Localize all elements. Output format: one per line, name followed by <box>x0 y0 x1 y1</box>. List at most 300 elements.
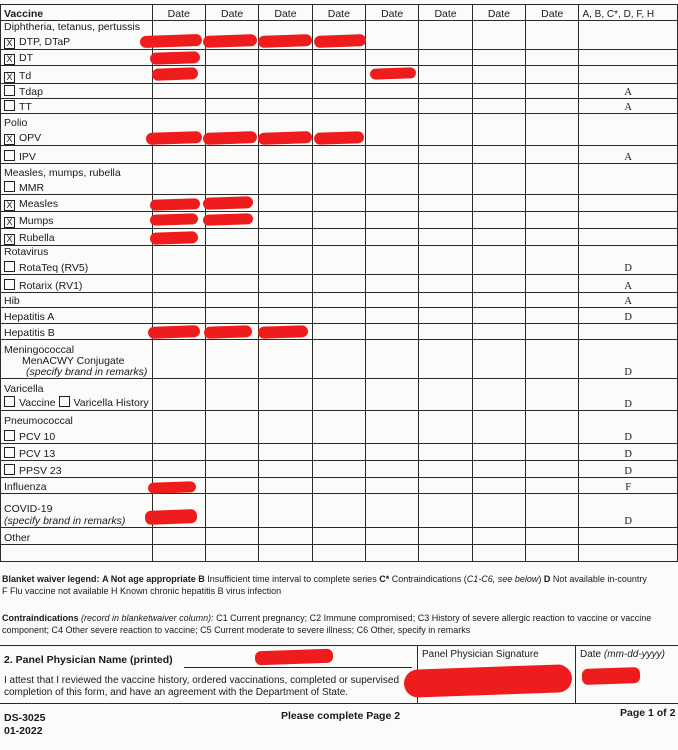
table-row <box>1 83 678 98</box>
date-cell[interactable] <box>366 113 419 129</box>
date-cell[interactable] <box>152 98 205 113</box>
date-cell[interactable] <box>472 21 525 34</box>
date-cell[interactable] <box>152 411 205 427</box>
date-cell[interactable] <box>205 228 258 245</box>
date-cell[interactable] <box>312 494 365 528</box>
date-cell[interactable] <box>366 179 419 194</box>
date-cell[interactable] <box>259 65 312 83</box>
date-cell[interactable] <box>205 163 258 179</box>
date-cell[interactable] <box>526 340 579 379</box>
redaction-mark <box>203 213 253 226</box>
date-cell[interactable] <box>366 478 419 494</box>
date-cell[interactable] <box>259 545 312 562</box>
date-cell[interactable] <box>205 411 258 427</box>
date-cell[interactable] <box>205 245 258 258</box>
date-cell[interactable] <box>259 113 312 129</box>
blanket-waiver-cell[interactable] <box>579 228 678 245</box>
date-cell[interactable] <box>366 49 419 65</box>
date-cell[interactable] <box>312 293 365 308</box>
date-cell[interactable] <box>152 245 205 258</box>
date-cell[interactable] <box>526 65 579 83</box>
date-cell[interactable] <box>312 461 365 478</box>
date-cell[interactable] <box>205 21 258 34</box>
date-cell[interactable] <box>366 275 419 293</box>
date-cell[interactable] <box>472 113 525 129</box>
date-cell[interactable] <box>472 245 525 258</box>
date-cell[interactable] <box>419 21 472 34</box>
date-cell[interactable] <box>259 444 312 461</box>
date-cell[interactable] <box>312 444 365 461</box>
date-cell[interactable] <box>259 194 312 211</box>
date-cell[interactable] <box>259 211 312 228</box>
date-cell[interactable] <box>419 33 472 49</box>
date-cell[interactable] <box>152 83 205 98</box>
date-cell[interactable] <box>312 179 365 194</box>
date-cell[interactable] <box>366 211 419 228</box>
vaccine-name-cell: RotaTeq (RV5) <box>1 258 153 275</box>
date-cell[interactable] <box>366 411 419 427</box>
blanket-waiver-cell[interactable]: D <box>579 427 678 444</box>
blanket-waiver-cell[interactable] <box>579 163 678 179</box>
date-cell[interactable] <box>366 129 419 145</box>
date-cell[interactable] <box>472 444 525 461</box>
date-cell[interactable] <box>419 98 472 113</box>
date-cell[interactable] <box>312 83 365 98</box>
date-cell[interactable] <box>526 528 579 545</box>
date-cell[interactable] <box>366 21 419 34</box>
date-cell[interactable] <box>419 65 472 83</box>
date-cell[interactable] <box>259 179 312 194</box>
date-cell[interactable] <box>366 83 419 98</box>
table-row <box>1 444 678 461</box>
vaccine-name-cell: IPV <box>1 145 153 163</box>
blanket-waiver-cell[interactable]: A <box>579 145 678 163</box>
date-cell[interactable] <box>472 33 525 49</box>
date-cell[interactable] <box>259 275 312 293</box>
date-cell[interactable] <box>419 163 472 179</box>
date-cell[interactable] <box>366 33 419 49</box>
date-cell[interactable] <box>472 83 525 98</box>
date-cell[interactable] <box>312 21 365 34</box>
date-cell[interactable] <box>259 258 312 275</box>
blanket-waiver-cell[interactable]: F <box>579 478 678 494</box>
date-cell[interactable] <box>312 545 365 562</box>
date-cell[interactable] <box>419 245 472 258</box>
date-cell[interactable] <box>312 98 365 113</box>
date-cell[interactable] <box>312 194 365 211</box>
date-cell[interactable] <box>366 461 419 478</box>
date-cell[interactable] <box>366 293 419 308</box>
redaction-mark <box>258 131 312 145</box>
blanket-waiver-cell[interactable] <box>579 21 678 34</box>
redaction-mark <box>150 231 198 245</box>
vaccine-name-cell: COVID-19 (specify brand in remarks) <box>1 494 153 528</box>
vaccine-checkbox[interactable] <box>4 181 15 192</box>
blanket-waiver-cell[interactable] <box>579 33 678 49</box>
date-cell[interactable] <box>579 545 678 562</box>
date-cell[interactable] <box>312 245 365 258</box>
date-cell[interactable] <box>472 494 525 528</box>
date-cell[interactable] <box>472 179 525 194</box>
date-cell[interactable] <box>205 83 258 98</box>
date-cell[interactable] <box>419 228 472 245</box>
date-cell[interactable] <box>526 324 579 340</box>
date-cell[interactable] <box>366 494 419 528</box>
date-cell[interactable] <box>205 461 258 478</box>
date-cell[interactable] <box>366 98 419 113</box>
date-cell[interactable] <box>259 245 312 258</box>
date-cell[interactable] <box>526 21 579 34</box>
date-cell[interactable] <box>366 324 419 340</box>
redaction-mark <box>204 325 252 339</box>
blanket-waiver-cell[interactable]: A <box>579 83 678 98</box>
blanket-waiver-cell[interactable] <box>579 245 678 258</box>
date-cell[interactable] <box>312 163 365 179</box>
date-cell[interactable] <box>312 258 365 275</box>
date-cell[interactable] <box>205 528 258 545</box>
date-cell[interactable] <box>472 411 525 427</box>
date-cell[interactable] <box>205 494 258 528</box>
vaccine-checkbox[interactable] <box>4 279 15 290</box>
blanket-waiver-cell[interactable] <box>579 129 678 145</box>
date-cell[interactable] <box>366 528 419 545</box>
date-cell[interactable] <box>472 258 525 275</box>
vaccine-checkbox[interactable] <box>4 100 15 111</box>
table-row <box>1 49 678 65</box>
date-cell[interactable] <box>312 427 365 444</box>
date-label: Date (mm-dd-yyyy) <box>580 649 666 660</box>
blanket-waiver-cell[interactable] <box>579 324 678 340</box>
blanket-waiver-cell[interactable]: A <box>579 98 678 113</box>
blanket-waiver-cell[interactable]: D <box>579 494 678 528</box>
date-cell[interactable] <box>366 379 419 411</box>
date-cell[interactable] <box>152 308 205 324</box>
vaccine-name-cell: Other <box>1 528 153 545</box>
date-cell[interactable] <box>419 461 472 478</box>
date-cell[interactable] <box>526 228 579 245</box>
date-cell[interactable] <box>419 379 472 411</box>
date-cell[interactable] <box>472 49 525 65</box>
date-cell[interactable] <box>419 194 472 211</box>
date-cell[interactable] <box>366 145 419 163</box>
date-cell[interactable] <box>419 411 472 427</box>
blanket-waiver-cell[interactable] <box>579 211 678 228</box>
vaccine-checkbox[interactable]: X <box>4 134 15 145</box>
date-cell[interactable] <box>205 275 258 293</box>
date-cell[interactable] <box>205 113 258 129</box>
date-cell[interactable] <box>152 21 205 34</box>
date-cell[interactable] <box>526 211 579 228</box>
date-cell[interactable] <box>152 340 205 379</box>
date-cell[interactable] <box>259 494 312 528</box>
vaccine-name-cell: PCV 10 <box>1 427 153 444</box>
date-cell[interactable] <box>526 444 579 461</box>
date-cell[interactable] <box>526 461 579 478</box>
date-cell[interactable] <box>152 258 205 275</box>
date-cell[interactable] <box>259 228 312 245</box>
redaction-mark <box>140 34 202 48</box>
date-cell[interactable] <box>472 293 525 308</box>
blanket-waiver-cell[interactable]: D <box>579 379 678 411</box>
date-redaction[interactable] <box>582 667 641 685</box>
date-cell[interactable] <box>526 194 579 211</box>
date-cell[interactable] <box>472 545 525 562</box>
date-cell[interactable] <box>472 194 525 211</box>
date-cell[interactable] <box>419 145 472 163</box>
section-divider <box>0 645 678 646</box>
blanket-waiver-cell[interactable] <box>579 113 678 129</box>
date-cell[interactable] <box>312 324 365 340</box>
date-cell[interactable] <box>312 65 365 83</box>
date-cell[interactable] <box>419 129 472 145</box>
date-cell[interactable] <box>205 444 258 461</box>
date-cell[interactable] <box>526 427 579 444</box>
vaccine-name-cell: X OPV <box>1 129 153 145</box>
date-cell[interactable] <box>526 145 579 163</box>
date-cell[interactable] <box>259 49 312 65</box>
date-cell[interactable] <box>259 340 312 379</box>
date-cell[interactable] <box>205 98 258 113</box>
vaccine-checkbox[interactable]: X <box>4 38 15 49</box>
vaccine-checkbox[interactable] <box>4 261 15 272</box>
vaccine-rows <box>1 21 678 562</box>
date-cell[interactable] <box>312 211 365 228</box>
date-cell[interactable] <box>472 275 525 293</box>
date-cell[interactable] <box>152 427 205 444</box>
vaccine-checkbox[interactable] <box>4 150 15 161</box>
date-cell[interactable] <box>472 211 525 228</box>
date-cell[interactable] <box>259 379 312 411</box>
blanket-waiver-cell[interactable] <box>579 65 678 83</box>
date-cell[interactable] <box>419 258 472 275</box>
vaccine-name-cell: Polio <box>1 113 153 129</box>
physician-name-redaction[interactable] <box>255 649 333 666</box>
date-cell[interactable] <box>472 427 525 444</box>
date-cell[interactable] <box>472 340 525 379</box>
date-cell[interactable] <box>526 179 579 194</box>
date-cell[interactable] <box>205 293 258 308</box>
table-row <box>1 228 678 245</box>
date-cell[interactable] <box>259 528 312 545</box>
date-cell[interactable] <box>152 444 205 461</box>
date-cell[interactable] <box>419 308 472 324</box>
date-cell[interactable] <box>472 163 525 179</box>
waiver-column-header: A, B, C*, D, F, H <box>579 5 678 21</box>
date-cell[interactable] <box>419 340 472 379</box>
date-cell[interactable] <box>312 411 365 427</box>
date-cell[interactable] <box>259 163 312 179</box>
date-cell[interactable] <box>366 194 419 211</box>
blanket-waiver-cell[interactable] <box>579 411 678 427</box>
date-cell[interactable] <box>205 379 258 411</box>
date-cell[interactable] <box>152 145 205 163</box>
date-cell[interactable] <box>205 65 258 83</box>
date-cell[interactable] <box>366 245 419 258</box>
date-cell[interactable] <box>312 228 365 245</box>
date-cell[interactable] <box>419 444 472 461</box>
date-cell[interactable] <box>205 427 258 444</box>
date-cell[interactable] <box>419 478 472 494</box>
date-cell[interactable] <box>312 308 365 324</box>
date-cell[interactable] <box>419 113 472 129</box>
date-cell[interactable] <box>312 145 365 163</box>
date-cell[interactable] <box>526 113 579 129</box>
date-cell[interactable] <box>419 324 472 340</box>
date-cell[interactable] <box>419 528 472 545</box>
date-cell[interactable] <box>419 293 472 308</box>
blanket-waiver-cell[interactable] <box>579 49 678 65</box>
date-cell[interactable] <box>152 545 205 562</box>
date-cell[interactable] <box>472 324 525 340</box>
date-cell[interactable] <box>152 113 205 129</box>
table-row <box>1 379 678 411</box>
table-row <box>1 308 678 324</box>
date-cell[interactable] <box>526 545 579 562</box>
date-cell[interactable] <box>472 379 525 411</box>
date-cell[interactable] <box>419 211 472 228</box>
date-cell[interactable] <box>312 113 365 129</box>
date-cell[interactable] <box>366 228 419 245</box>
date-cell[interactable] <box>472 65 525 83</box>
blanket-waiver-cell[interactable]: A <box>579 275 678 293</box>
date-cell[interactable] <box>526 163 579 179</box>
date-cell[interactable] <box>419 83 472 98</box>
date-cell[interactable] <box>152 293 205 308</box>
date-cell[interactable] <box>312 49 365 65</box>
date-cell[interactable] <box>205 545 258 562</box>
date-cell[interactable] <box>312 340 365 379</box>
signature-redaction[interactable] <box>404 664 573 698</box>
vaccine-checkbox[interactable]: X <box>4 217 15 228</box>
date-cell[interactable] <box>472 145 525 163</box>
blanket-waiver-cell[interactable]: D <box>579 340 678 379</box>
vaccine-checkbox[interactable] <box>4 430 15 441</box>
date-cell[interactable] <box>526 478 579 494</box>
date-cell[interactable] <box>472 98 525 113</box>
date-cell[interactable] <box>259 427 312 444</box>
date-cell[interactable] <box>472 308 525 324</box>
date-cell[interactable] <box>259 21 312 34</box>
blanket-waiver-cell[interactable] <box>579 179 678 194</box>
complete-page-2-note: Please complete Page 2 <box>281 710 401 722</box>
date-cell[interactable] <box>205 308 258 324</box>
date-cell[interactable] <box>526 275 579 293</box>
date-cell[interactable] <box>205 49 258 65</box>
date-cell[interactable] <box>472 129 525 145</box>
date-cell[interactable] <box>526 293 579 308</box>
date-cell[interactable] <box>259 411 312 427</box>
date-cell[interactable] <box>152 528 205 545</box>
blanket-waiver-cell[interactable]: D <box>579 444 678 461</box>
date-cell[interactable] <box>366 163 419 179</box>
vaccine-name-cell: X DTP, DTaP <box>1 33 153 49</box>
date-cell[interactable] <box>205 258 258 275</box>
blanket-waiver-cell[interactable] <box>579 528 678 545</box>
date-cell[interactable] <box>259 308 312 324</box>
date-cell[interactable] <box>419 427 472 444</box>
table-row <box>1 478 678 494</box>
form-identifier: DS-3025 01-2022 <box>4 712 46 737</box>
table-row <box>1 245 678 258</box>
date-cell[interactable] <box>259 293 312 308</box>
date-cell[interactable] <box>366 308 419 324</box>
vaccine-checkbox[interactable] <box>4 447 15 458</box>
date-cell[interactable] <box>472 528 525 545</box>
date-cell[interactable] <box>419 49 472 65</box>
date-cell[interactable] <box>259 461 312 478</box>
date-cell[interactable] <box>526 49 579 65</box>
date-cell[interactable] <box>205 145 258 163</box>
date-cell[interactable] <box>419 275 472 293</box>
vaccine-checkbox[interactable]: X <box>4 72 15 83</box>
vaccine-checkbox[interactable]: X <box>4 234 15 245</box>
date-cell[interactable] <box>259 83 312 98</box>
date-cell[interactable] <box>366 258 419 275</box>
date-cell[interactable] <box>526 98 579 113</box>
vaccine-checkbox[interactable] <box>4 85 15 96</box>
date-cell[interactable] <box>152 163 205 179</box>
date-column-header: Date <box>152 5 205 21</box>
date-cell[interactable] <box>366 545 419 562</box>
blanket-waiver-cell[interactable]: D <box>579 461 678 478</box>
blanket-waiver-cell[interactable]: D <box>579 308 678 324</box>
date-cell[interactable] <box>259 98 312 113</box>
date-cell[interactable] <box>152 275 205 293</box>
date-cell[interactable] <box>526 258 579 275</box>
date-cell[interactable] <box>366 444 419 461</box>
date-cell[interactable] <box>419 179 472 194</box>
date-cell[interactable] <box>312 379 365 411</box>
date-cell[interactable] <box>419 494 472 528</box>
vaccine-checkbox[interactable] <box>4 464 15 475</box>
date-cell[interactable] <box>205 179 258 194</box>
date-cell[interactable] <box>205 340 258 379</box>
vaccine-checkbox[interactable]: X <box>4 200 15 211</box>
blanket-waiver-cell[interactable]: A <box>579 293 678 308</box>
date-cell[interactable] <box>472 478 525 494</box>
date-cell[interactable] <box>366 340 419 379</box>
date-cell[interactable] <box>152 461 205 478</box>
date-cell[interactable] <box>526 129 579 145</box>
date-cell[interactable] <box>526 379 579 411</box>
date-cell[interactable] <box>152 379 205 411</box>
date-cell[interactable] <box>526 411 579 427</box>
varicella-history-checkbox[interactable] <box>59 396 70 407</box>
vaccine-checkbox[interactable]: X <box>4 54 15 65</box>
date-cell[interactable] <box>526 494 579 528</box>
date-cell[interactable] <box>419 545 472 562</box>
date-cell[interactable] <box>259 145 312 163</box>
vaccine-name-cell: Hepatitis A <box>1 308 153 324</box>
date-cell[interactable] <box>312 528 365 545</box>
date-cell[interactable] <box>152 179 205 194</box>
blanket-waiver-cell[interactable]: D <box>579 258 678 275</box>
date-cell[interactable] <box>472 228 525 245</box>
date-cell[interactable] <box>526 308 579 324</box>
date-column-header: Date <box>259 5 312 21</box>
date-cell[interactable] <box>526 33 579 49</box>
date-cell[interactable] <box>312 275 365 293</box>
date-cell[interactable] <box>366 427 419 444</box>
date-cell[interactable] <box>526 83 579 98</box>
date-cell[interactable] <box>205 478 258 494</box>
date-cell[interactable] <box>312 478 365 494</box>
date-cell[interactable] <box>526 245 579 258</box>
vaccine-checkbox[interactable] <box>4 396 15 407</box>
date-cell[interactable] <box>472 461 525 478</box>
blanket-waiver-cell[interactable] <box>579 194 678 211</box>
date-cell[interactable] <box>259 478 312 494</box>
